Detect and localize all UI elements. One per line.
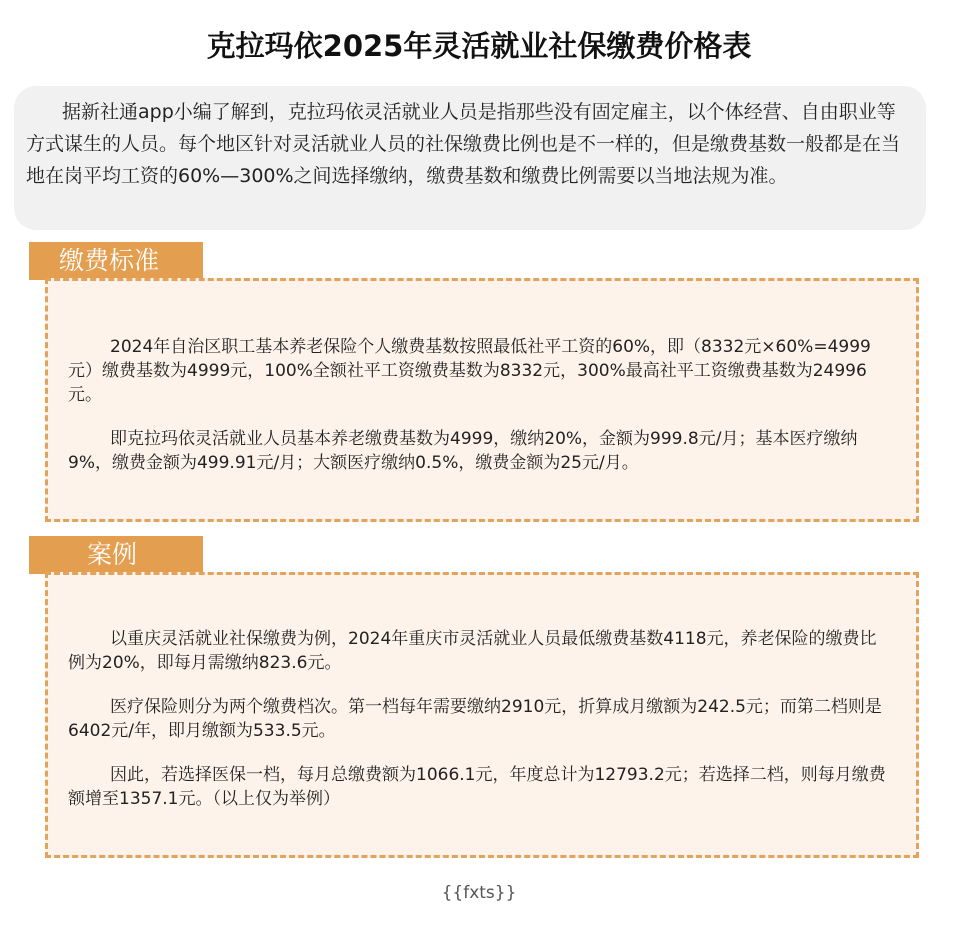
page-title: 克拉玛依2025年灵活就业社保缴费价格表: [206, 29, 752, 63]
standard-paragraph-2: 即克拉玛依灵活就业人员基本养老缴费基数为4999，缴纳20%，金额为999.8元/月；基本医疗缴纳9%，缴费金额为499.91元/月；大额医疗缴纳0.5%，缴费金额为25元/月。: [68, 429, 858, 473]
case-paragraph-2: 医疗保险则分为两个缴费档次。第一档每年需要缴纳2910元，折算成月缴额为242.5元；而第二档则是6402元/年，即月缴额为533.5元。: [68, 697, 882, 741]
footer-template-tag: {{fxts}}: [441, 883, 517, 903]
payment-standard-box: [45, 278, 919, 522]
case-box: [45, 572, 919, 858]
case-paragraph-3: 因此，若选择医保一档，每月总缴费额为1066.1元，年度总计为12793.2元；若选择二档，则每月缴费额增至1357.1元。（以上仅为举例）: [68, 765, 886, 809]
section-heading-payment-standard: 缴费标准: [29, 242, 203, 280]
intro-paragraph: 据新社通app小编了解到，克拉玛依灵活就业人员是指那些没有固定雇主，以个体经营、自由职业等方式谋生的人员。每个地区针对灵活就业人员的社保缴费比例也是不一样的，但是缴费基数一般都是在当地在岗平均工资的60%—300%之间选择缴纳，缴费基数和缴费比例需要以当地法规为准。: [14, 86, 926, 230]
standard-paragraph-1: 2024年自治区职工基本养老保险个人缴费基数按照最低社平工资的60%，即（8332元×60%=4999元）缴费基数为4999元，100%全额社平工资缴费基数为8332元，300%最高社平工资缴费基数为24996元。: [68, 337, 871, 405]
section-heading-case: 案例: [29, 536, 203, 574]
case-paragraph-1: 以重庆灵活就业社保缴费为例，2024年重庆市灵活就业人员最低缴费基数4118元，养老保险的缴费比例为20%，即每月需缴纳823.6元。: [68, 629, 877, 673]
